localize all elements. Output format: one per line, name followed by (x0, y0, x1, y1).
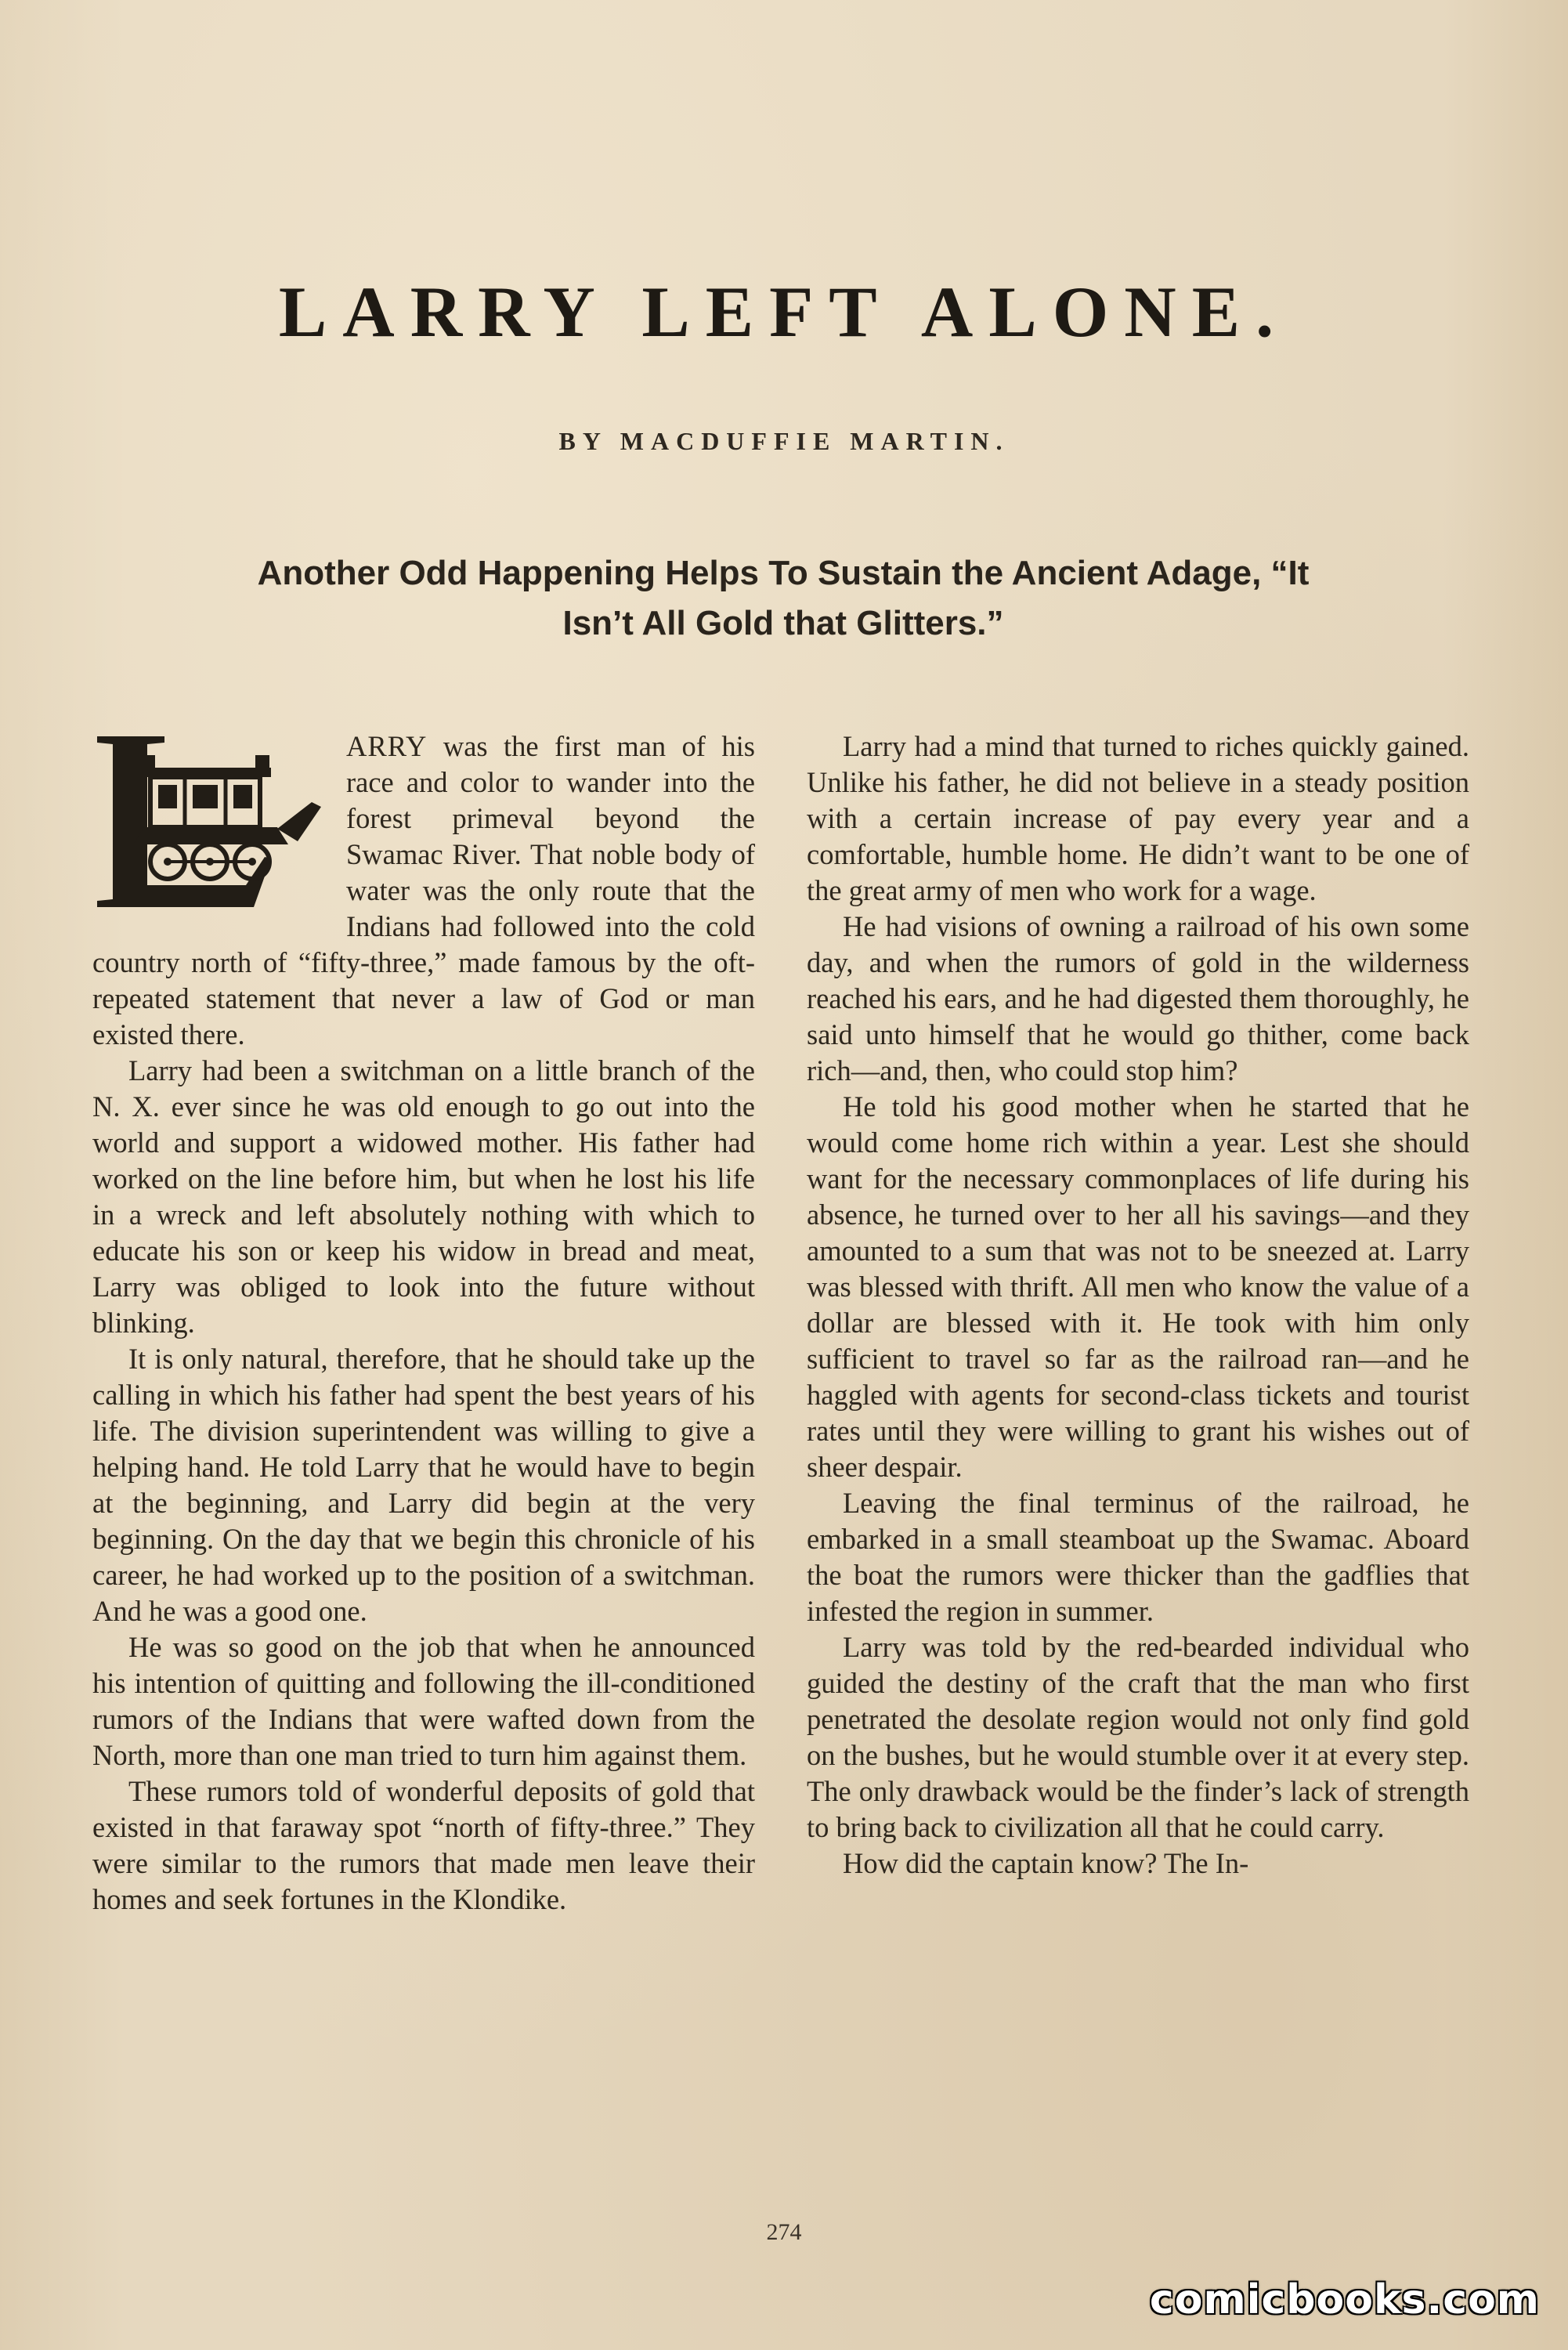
left-paragraph-2: It is only natural, therefore, that he should take up the calling in which his father had spent the best years of his life. The division superintendent was willing to give a helping hand. He told Larry that he would have to begin at the beginning, and Larry did begin at the very beginning. On the day that we begin this chronicle of his career, he had worked up to the position of a switchman. And he was a good one. (92, 1343, 755, 1627)
right-column (807, 728, 1469, 1882)
first-paragraph-text: was the first man of his race and color to wander into the forest primeval beyond the Swamac River. That noble body of water was the only route that the Indians had followed into the cold country north of “fifty-three,” made famous by the oft-repeated statement that never a law of God or man existed there. (92, 730, 755, 1050)
article-title: LARRY LEFT ALONE. (278, 272, 1290, 352)
right-paragraph-5: Larry was told by the red-bearded individual who guided the destiny of the craft that the man who first penetrated the desolate region would not only find gold on the bushes, but he would stumble over it at every step. The only drawback would be the finder’s lack of strength to bring back to civilization all that he could carry. (807, 1631, 1469, 1843)
left-paragraph-3: He was so good on the job that when he announced his intention of quitting and following the ill-conditioned rumors of the Indians that were wafted down from the North, more than one man tried to turn him against them. (92, 1631, 755, 1771)
right-paragraph-3: He told his good mother when he started that he would come home rich within a year. Lest she should want for the necessary commonplaces of life during his absence, he turned over to her all his savings—and they amounted to a sum that was not to be sneezed at. Larry was blessed with thrift. All men who know the value of a dollar are blessed with it. He took with him only sufficient to travel so far as the railroad ran—and he haggled with agents for second-class tickets and tourist rates until they were willing to grant his wishes out of sheer despair. (807, 1090, 1469, 1483)
left-column (92, 728, 755, 1918)
locomotive-engraving-icon (92, 732, 329, 912)
right-paragraph-4: Leaving the final terminus of the railroad, he embarked in a small steamboat up the Swamac. Aboard the boat the rumors were thicker than the gadflies that infested the region in summer. (807, 1487, 1469, 1627)
article-deck: Another Odd Happening Helps To Sustain the Ancient Adage, “It Isn’t All Gold that Glitters.” (257, 554, 1310, 642)
left-paragraph-4: These rumors told of wonderful deposits of gold that existed in that faraway spot “north of fifty-three.” They were similar to the rumors that made men leave their homes and seek fortunes in the Klondike. (92, 1775, 755, 1915)
page-number: 274 (766, 2219, 802, 2245)
left-paragraph-1: Larry had been a switchman on a little branch of the N. X. ever since he was old enough to go out into the world and support a widowed mother. His father had worked on the line before him, but when he lost his life in a wreck and left absolutely nothing with which to educate his son or keep his widow in bread and meat, Larry was obliged to look into the future without blinking. (92, 1054, 755, 1339)
site-watermark: comicbooks.com (1149, 2276, 1540, 2323)
right-paragraph-6: How did the captain know? The In- (843, 1847, 1249, 1879)
lead-word: ARRY (346, 730, 428, 762)
right-paragraph-2: He had visions of owning a railroad of his own some day, and when the rumors of gold in the wilderness reached his ears, and he had digested them thoroughly, he said unto himself that he would go thither, come back rich—and, then, who could stop him? (807, 910, 1469, 1086)
first-paragraph (92, 728, 755, 1053)
author-byline: BY MACDUFFIE MARTIN. (558, 427, 1010, 455)
drop-cap-illustration (92, 732, 329, 912)
right-paragraph-1: Larry had a mind that turned to riches quickly gained. Unlike his father, he did not believe in a steady position with a certain increase of pay every year and a comfortable, humble home. He didn’t want to be one of the great army of men who work for a wage. (807, 730, 1469, 906)
